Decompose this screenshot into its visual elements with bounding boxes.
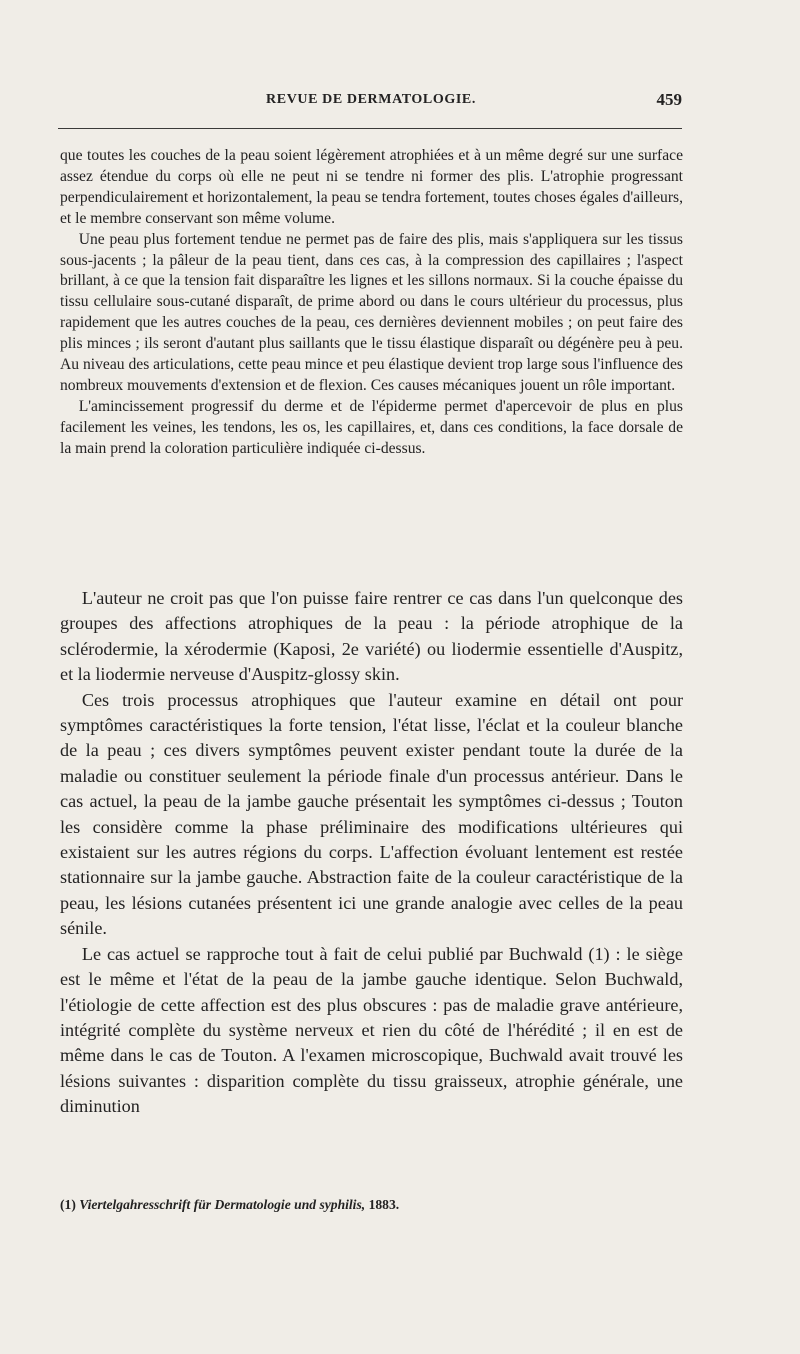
header-rule: [58, 128, 682, 129]
main-text-section: [60, 586, 683, 1120]
paragraph-atrophy-continuation: que toutes les couches de la peau soient légèrement atrophiées et à un même degré sur une surface assez étendue du corps où elle ne peut ni se tendre ni former des plis. L'atrophie progressant perpendiculairement et horizontalement, la peau se tendra fortement, toutes choses égales d'ailleurs, et le membre conservant son même volume.: [60, 147, 683, 227]
paragraph-atrophic-processes: Ces trois processus atrophiques que l'auteur examine en détail ont pour symptômes caractéristiques la forte tension, l'état lisse, l'éclat et la couleur blanche de la peau ; ces divers symptômes peuvent exister pendant toute la durée de la maladie ou constituer seulement la période finale d'un processus antérieur. Dans le cas actuel, la peau de la jambe gauche présentait les symptômes ci-dessus ; Touton les considère comme la phase préliminaire des modifications ultérieures qui existaient sur les autres régions du corps. L'affection évoluant lentement est restée stationnaire sur la jambe gauche. Abstraction faite de la couleur caractéristique de la peau, les lésions cutanées présentent ici une grande analogie avec celles de la peau sénile.: [60, 689, 683, 939]
paragraph-buchwald-case: Le cas actuel se rapproche tout à fait de celui publié par Buchwald (1) : le siège est le même et l'état de la peau de la jambe gauche identique. Selon Buchwald, l'étiologie de cette affection est des plus obscures : pas de maladie grave antérieure, intégrité complète du système nerveux et rien du côté de l'hérédité ; il en est de même dans le cas de Touton. A l'examen microscopique, Buchwald avait trouvé les lésions suivantes : disparition complète du tissu graisseux, atrophie générale, une diminution: [60, 943, 683, 1117]
running-title: REVUE DE DERMATOLOGIE.: [266, 92, 476, 107]
paragraph-dermis-thinning: L'amincissement progressif du derme et de l'épiderme permet d'apercevoir de plus en plus facilement les veines, les tendons, les os, les capillaires, et, dans ces conditions, la face dorsale de la main prend la coloration particulière indiquée ci-dessus.: [60, 397, 683, 457]
running-head: [60, 92, 682, 114]
footnote-journal: Viertelgahresschrift für Dermatologie und syphilis,: [79, 1197, 366, 1212]
footnote-marker: (1): [60, 1197, 76, 1212]
paragraph-skin-tension: Une peau plus fortement tendue ne permet pas de faire des plis, mais s'appliquera sur les tissus sous-jacents ; la pâleur de la peau tient, dans ces cas, à la compression des capillaires ; l'aspect brillant, à ce que la tension fait disparaître les lignes et les sillons normaux. Si la couche épaisse du tissu cellulaire sous-cutané disparaît, de prime abord ou dans le cours ultérieur du processus, plus rapidement que les autres couches de la peau, ces dernières deviennent mobiles ; on peut faire des plis minces ; ils seront d'autant plus saillants que le tissu élastique disparaît ou dégénère peu à peu. Au niveau des articulations, cette peau mince et peu élastique devient trop large sous l'influence des nombreux mouvements d'extension et de flexion. Ces causes mécaniques jouent un rôle important.: [60, 230, 683, 394]
paragraph-author-classification: L'auteur ne croit pas que l'on puisse faire rentrer ce cas dans l'un quelconque des groupes des affections atrophiques de la peau : la période atrophique de la sclérodermie, la xérodermie (Kaposi, 2e variété) ou liodermie essentielle d'Auspitz, et la liodermie nerveuse d'Auspitz-glossy skin.: [60, 588, 683, 685]
page-number: 459: [656, 90, 682, 109]
small-print-section: [60, 146, 683, 460]
footnote-year: 1883.: [368, 1197, 400, 1212]
footnote: [60, 1196, 683, 1214]
